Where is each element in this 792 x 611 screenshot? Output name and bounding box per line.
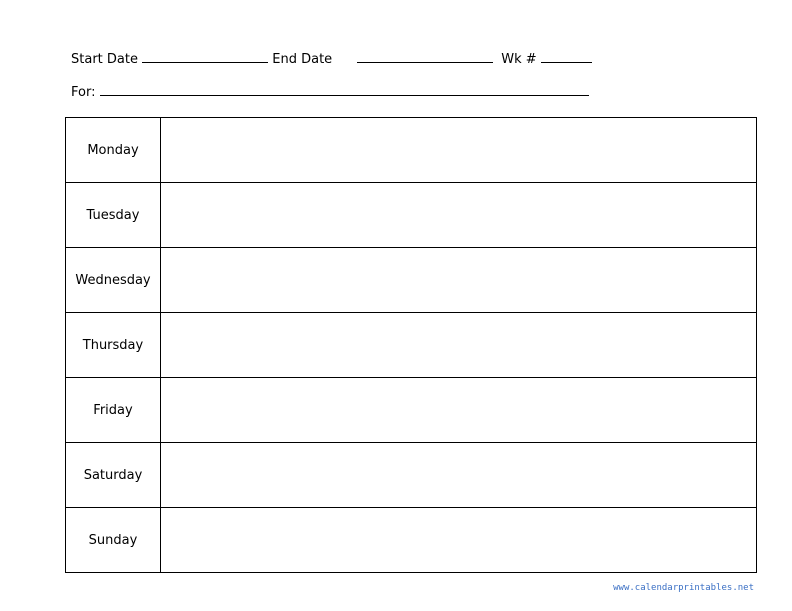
for-label: For: xyxy=(71,85,96,100)
day-label-wednesday: Wednesday xyxy=(66,248,161,313)
day-label-sunday: Sunday xyxy=(66,508,161,573)
day-notes-saturday[interactable] xyxy=(161,443,757,508)
table-row xyxy=(66,443,757,508)
footer-website-link[interactable]: www.calendarprintables.net xyxy=(613,583,754,593)
day-notes-wednesday[interactable] xyxy=(161,248,757,313)
day-notes-thursday[interactable] xyxy=(161,313,757,378)
start-date-field[interactable] xyxy=(142,50,268,63)
day-label-thursday: Thursday xyxy=(66,313,161,378)
table-row xyxy=(66,118,757,183)
for-header xyxy=(71,83,589,101)
table-row xyxy=(66,248,757,313)
table-row xyxy=(66,313,757,378)
end-date-label: End Date xyxy=(272,52,333,67)
day-label-tuesday: Tuesday xyxy=(66,183,161,248)
table-row xyxy=(66,508,757,573)
day-label-saturday: Saturday xyxy=(66,443,161,508)
table-row xyxy=(66,183,757,248)
week-number-field[interactable] xyxy=(541,50,592,63)
date-range-header xyxy=(71,50,592,68)
day-notes-friday[interactable] xyxy=(161,378,757,443)
day-label-friday: Friday xyxy=(66,378,161,443)
day-notes-sunday[interactable] xyxy=(161,508,757,573)
week-number-label: Wk # xyxy=(501,52,537,67)
end-date-field[interactable] xyxy=(357,50,493,63)
day-notes-tuesday[interactable] xyxy=(161,183,757,248)
table-row xyxy=(66,378,757,443)
day-notes-monday[interactable] xyxy=(161,118,757,183)
for-field[interactable] xyxy=(100,83,589,96)
weekly-schedule-table xyxy=(65,117,757,573)
start-date-label: Start Date xyxy=(71,52,138,67)
day-label-monday: Monday xyxy=(66,118,161,183)
